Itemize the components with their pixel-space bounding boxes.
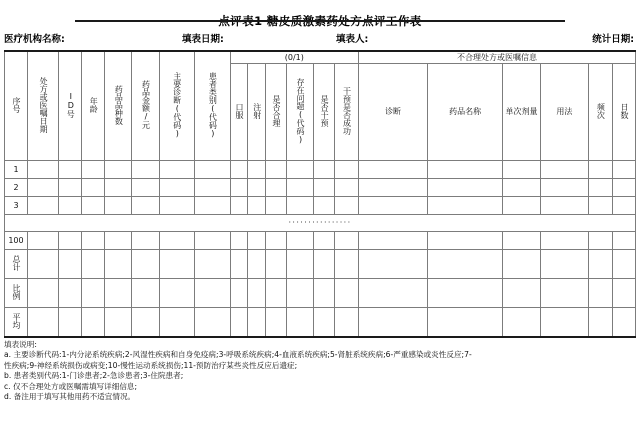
cell-single-dose[interactable] bbox=[503, 250, 541, 279]
cell-rx-date[interactable] bbox=[27, 161, 58, 179]
cell-diagnosis[interactable] bbox=[359, 308, 428, 338]
cell-injection[interactable] bbox=[248, 197, 266, 215]
cell-single-dose[interactable] bbox=[503, 197, 541, 215]
cell-intervened[interactable] bbox=[314, 179, 335, 197]
cell-drug-kinds[interactable] bbox=[105, 308, 132, 338]
cell-intervened[interactable] bbox=[314, 197, 335, 215]
cell-rx-date[interactable] bbox=[27, 250, 58, 279]
ellipsis-dots: ················ bbox=[288, 218, 352, 228]
cell-rational[interactable] bbox=[266, 279, 287, 308]
cell-rational[interactable] bbox=[266, 308, 287, 338]
col-head-usage: 用法 bbox=[540, 64, 588, 161]
col-head-patient-type: 患者类别(代码) bbox=[195, 51, 231, 161]
cell-days[interactable] bbox=[612, 232, 635, 250]
summary-label-average: 平均 bbox=[5, 308, 28, 338]
cell-usage[interactable] bbox=[540, 279, 588, 308]
cell-problem-code[interactable] bbox=[286, 279, 313, 308]
cell-problem-code[interactable] bbox=[286, 197, 313, 215]
col-head-days: 日数 bbox=[612, 64, 635, 161]
cell-intervene-success[interactable] bbox=[335, 308, 359, 338]
col-head-rational: 是否合理 bbox=[266, 64, 287, 161]
cell-injection[interactable] bbox=[248, 161, 266, 179]
cell-age[interactable] bbox=[82, 308, 105, 338]
cell-drug-amount[interactable] bbox=[132, 232, 159, 250]
cell-age[interactable] bbox=[82, 197, 105, 215]
cell-frequency[interactable] bbox=[588, 232, 612, 250]
cell-main-diagnosis[interactable] bbox=[159, 308, 195, 338]
prescription-review-table bbox=[4, 50, 636, 338]
cell-frequency[interactable] bbox=[588, 179, 612, 197]
cell-rx-date[interactable] bbox=[27, 308, 58, 338]
cell-rational[interactable] bbox=[266, 161, 287, 179]
cell-intervened[interactable] bbox=[314, 232, 335, 250]
institution-name-label: 医疗机构名称: bbox=[4, 34, 65, 45]
cell-days[interactable] bbox=[612, 250, 635, 279]
cell-rational[interactable] bbox=[266, 232, 287, 250]
col-head-id: ID号 bbox=[59, 51, 82, 161]
cell-drug-name[interactable] bbox=[428, 250, 503, 279]
cell-drug-kinds[interactable] bbox=[105, 232, 132, 250]
cell-main-diagnosis[interactable] bbox=[159, 232, 195, 250]
cell-drug-name[interactable] bbox=[428, 232, 503, 250]
notes-heading: 填表说明: bbox=[4, 340, 37, 349]
cell-usage[interactable] bbox=[540, 197, 588, 215]
cell-days[interactable] bbox=[612, 161, 635, 179]
cell-drug-amount[interactable] bbox=[132, 197, 159, 215]
cell-single-dose[interactable] bbox=[503, 232, 541, 250]
cell-frequency[interactable] bbox=[588, 308, 612, 338]
note-text-b: 患者类别代码:1-门诊患者;2-急诊患者;3-住院患者; bbox=[13, 371, 184, 381]
cell-frequency[interactable] bbox=[588, 250, 612, 279]
note-marker-d: d. bbox=[4, 392, 12, 402]
note-text-a-line2: 性疾病;9-神经系统损伤或病变;10-慢性运动系统损伤;11-预防治疗某些炎性反应后遗症; bbox=[4, 360, 298, 370]
cell-problem-code[interactable] bbox=[286, 161, 313, 179]
cell-intervened[interactable] bbox=[314, 250, 335, 279]
col-head-intervene-success: 干预是否成功 bbox=[335, 64, 359, 161]
note-marker-b: b. bbox=[4, 371, 12, 381]
cell-drug-amount[interactable] bbox=[132, 179, 159, 197]
note-text-c: 仅不合理处方或医嘱需填写详细信息; bbox=[13, 381, 138, 391]
cell-diagnosis[interactable] bbox=[359, 161, 428, 179]
cell-id[interactable] bbox=[59, 179, 82, 197]
cell-drug-name[interactable] bbox=[428, 161, 503, 179]
form-notes bbox=[4, 340, 636, 402]
row-index: 1 bbox=[5, 161, 28, 179]
col-head-single-dose: 单次剂量 bbox=[503, 64, 541, 161]
cell-drug-name[interactable] bbox=[428, 279, 503, 308]
cell-usage[interactable] bbox=[540, 232, 588, 250]
cell-id[interactable] bbox=[59, 161, 82, 179]
table-row[interactable] bbox=[5, 161, 636, 179]
row-index: 100 bbox=[5, 232, 28, 250]
cell-patient-type[interactable] bbox=[195, 308, 231, 338]
cell-intervene-success[interactable] bbox=[335, 179, 359, 197]
cell-injection[interactable] bbox=[248, 308, 266, 338]
summary-label-total: 总计 bbox=[5, 250, 28, 279]
cell-drug-kinds[interactable] bbox=[105, 197, 132, 215]
cell-main-diagnosis[interactable] bbox=[159, 279, 195, 308]
cell-patient-type[interactable] bbox=[195, 232, 231, 250]
note-item-c bbox=[4, 382, 636, 392]
cell-id[interactable] bbox=[59, 232, 82, 250]
summary-row-total[interactable] bbox=[5, 250, 636, 279]
cell-problem-code[interactable] bbox=[286, 179, 313, 197]
summary-label-ratio: 比例 bbox=[5, 279, 28, 308]
cell-rx-date[interactable] bbox=[27, 197, 58, 215]
cell-id[interactable] bbox=[59, 279, 82, 308]
col-head-drug-kinds: 药品品种数 bbox=[105, 51, 132, 161]
cell-drug-kinds[interactable] bbox=[105, 250, 132, 279]
fill-date-label: 填表日期: bbox=[182, 34, 224, 45]
note-text-d: 备注用于填写其他用药不适宜情况。 bbox=[13, 392, 136, 402]
group-header-row bbox=[5, 51, 636, 64]
cell-intervene-success[interactable] bbox=[335, 250, 359, 279]
summary-row-ratio[interactable] bbox=[5, 279, 636, 308]
cell-intervene-success[interactable] bbox=[335, 197, 359, 215]
cell-oral[interactable] bbox=[230, 197, 248, 215]
cell-problem-code[interactable] bbox=[286, 250, 313, 279]
group-head-binary-flags: (0/1) bbox=[230, 51, 359, 64]
ellipsis-cell bbox=[5, 215, 636, 232]
statistics-date-label: 统计日期: bbox=[592, 34, 634, 45]
cell-age[interactable] bbox=[82, 250, 105, 279]
cell-rational[interactable] bbox=[266, 197, 287, 215]
cell-intervene-success[interactable] bbox=[335, 232, 359, 250]
cell-rx-date[interactable] bbox=[27, 279, 58, 308]
cell-id[interactable] bbox=[59, 197, 82, 215]
cell-rx-date[interactable] bbox=[27, 232, 58, 250]
cell-days[interactable] bbox=[612, 279, 635, 308]
cell-injection[interactable] bbox=[248, 279, 266, 308]
cell-drug-amount[interactable] bbox=[132, 250, 159, 279]
cell-usage[interactable] bbox=[540, 250, 588, 279]
cell-frequency[interactable] bbox=[588, 161, 612, 179]
cell-drug-amount[interactable] bbox=[132, 161, 159, 179]
cell-drug-name[interactable] bbox=[428, 179, 503, 197]
cell-drug-kinds[interactable] bbox=[105, 161, 132, 179]
group-head-irrational-info: 不合理处方或医嘱信息 bbox=[359, 51, 636, 64]
note-text-a-line1: 主要诊断代码:1-内分泌系统疾病;2-风湿性疾病和自身免疫病;3-呼吸系统疾病;4-血液系统疾病;5-肾脏系统疾病;6-严重感染或炎性反应;7- bbox=[13, 350, 472, 360]
cell-drug-amount[interactable] bbox=[132, 279, 159, 308]
worksheet-page bbox=[0, 14, 640, 441]
cell-frequency[interactable] bbox=[588, 279, 612, 308]
cell-oral[interactable] bbox=[230, 179, 248, 197]
col-head-age: 年龄 bbox=[82, 51, 105, 161]
cell-problem-code[interactable] bbox=[286, 308, 313, 338]
cell-oral[interactable] bbox=[230, 232, 248, 250]
cell-main-diagnosis[interactable] bbox=[159, 250, 195, 279]
cell-single-dose[interactable] bbox=[503, 161, 541, 179]
table-row[interactable] bbox=[5, 179, 636, 197]
cell-oral[interactable] bbox=[230, 250, 248, 279]
col-head-frequency: 频次 bbox=[588, 64, 612, 161]
top-rule-divider bbox=[75, 20, 565, 22]
col-head-main-diagnosis: 主要诊断(代码) bbox=[159, 51, 195, 161]
cell-drug-amount[interactable] bbox=[132, 308, 159, 338]
cell-patient-type[interactable] bbox=[195, 250, 231, 279]
cell-id[interactable] bbox=[59, 250, 82, 279]
cell-diagnosis[interactable] bbox=[359, 250, 428, 279]
cell-rx-date[interactable] bbox=[27, 179, 58, 197]
cell-patient-type[interactable] bbox=[195, 161, 231, 179]
note-item-b bbox=[4, 371, 636, 381]
cell-main-diagnosis[interactable] bbox=[159, 161, 195, 179]
cell-rational[interactable] bbox=[266, 179, 287, 197]
cell-intervened[interactable] bbox=[314, 308, 335, 338]
col-head-diagnosis: 诊断 bbox=[359, 64, 428, 161]
cell-drug-name[interactable] bbox=[428, 197, 503, 215]
cell-diagnosis[interactable] bbox=[359, 279, 428, 308]
cell-single-dose[interactable] bbox=[503, 179, 541, 197]
cell-drug-kinds[interactable] bbox=[105, 279, 132, 308]
cell-age[interactable] bbox=[82, 232, 105, 250]
cell-diagnosis[interactable] bbox=[359, 179, 428, 197]
note-marker-c: c. bbox=[4, 381, 11, 391]
col-head-rx-date: 处方或医嘱日期 bbox=[27, 51, 58, 161]
cell-drug-kinds[interactable] bbox=[105, 179, 132, 197]
cell-intervened[interactable] bbox=[314, 279, 335, 308]
note-item-d bbox=[4, 392, 636, 402]
col-head-drug-name: 药品名称 bbox=[428, 64, 503, 161]
cell-oral[interactable] bbox=[230, 161, 248, 179]
ellipsis-row bbox=[5, 215, 636, 232]
note-marker-a: a. bbox=[4, 350, 12, 360]
cell-problem-code[interactable] bbox=[286, 232, 313, 250]
cell-single-dose[interactable] bbox=[503, 279, 541, 308]
note-item-a bbox=[4, 350, 636, 360]
cell-intervened[interactable] bbox=[314, 161, 335, 179]
cell-usage[interactable] bbox=[540, 161, 588, 179]
cell-frequency[interactable] bbox=[588, 197, 612, 215]
cell-injection[interactable] bbox=[248, 232, 266, 250]
col-head-seq: 序号 bbox=[5, 51, 28, 161]
cell-intervene-success[interactable] bbox=[335, 161, 359, 179]
cell-intervene-success[interactable] bbox=[335, 279, 359, 308]
row-index: 2 bbox=[5, 179, 28, 197]
row-index: 3 bbox=[5, 197, 28, 215]
cell-age[interactable] bbox=[82, 279, 105, 308]
meta-row bbox=[4, 31, 636, 47]
cell-oral[interactable] bbox=[230, 308, 248, 338]
table-row[interactable] bbox=[5, 197, 636, 215]
cell-days[interactable] bbox=[612, 197, 635, 215]
summary-row-average[interactable] bbox=[5, 308, 636, 338]
cell-diagnosis[interactable] bbox=[359, 232, 428, 250]
col-head-drug-amount: 药品金额/元 bbox=[132, 51, 159, 161]
cell-oral[interactable] bbox=[230, 279, 248, 308]
cell-id[interactable] bbox=[59, 308, 82, 338]
cell-rational[interactable] bbox=[266, 250, 287, 279]
col-head-injection: 注射 bbox=[248, 64, 266, 161]
cell-age[interactable] bbox=[82, 179, 105, 197]
cell-usage[interactable] bbox=[540, 308, 588, 338]
cell-patient-type[interactable] bbox=[195, 279, 231, 308]
cell-days[interactable] bbox=[612, 179, 635, 197]
col-head-oral: 口服 bbox=[230, 64, 248, 161]
table-row[interactable] bbox=[5, 232, 636, 250]
filler-name-label: 填表人: bbox=[336, 34, 369, 45]
cell-injection[interactable] bbox=[248, 179, 266, 197]
cell-diagnosis[interactable] bbox=[359, 197, 428, 215]
cell-age[interactable] bbox=[82, 161, 105, 179]
col-head-intervened: 是否干预 bbox=[314, 64, 335, 161]
cell-days[interactable] bbox=[612, 308, 635, 338]
cell-drug-name[interactable] bbox=[428, 308, 503, 338]
col-head-problem-code: 存在问题(代码) bbox=[286, 64, 313, 161]
note-item-a-cont bbox=[4, 361, 636, 371]
cell-main-diagnosis[interactable] bbox=[159, 179, 195, 197]
cell-usage[interactable] bbox=[540, 179, 588, 197]
cell-injection[interactable] bbox=[248, 250, 266, 279]
cell-patient-type[interactable] bbox=[195, 197, 231, 215]
cell-main-diagnosis[interactable] bbox=[159, 197, 195, 215]
cell-patient-type[interactable] bbox=[195, 179, 231, 197]
cell-single-dose[interactable] bbox=[503, 308, 541, 338]
